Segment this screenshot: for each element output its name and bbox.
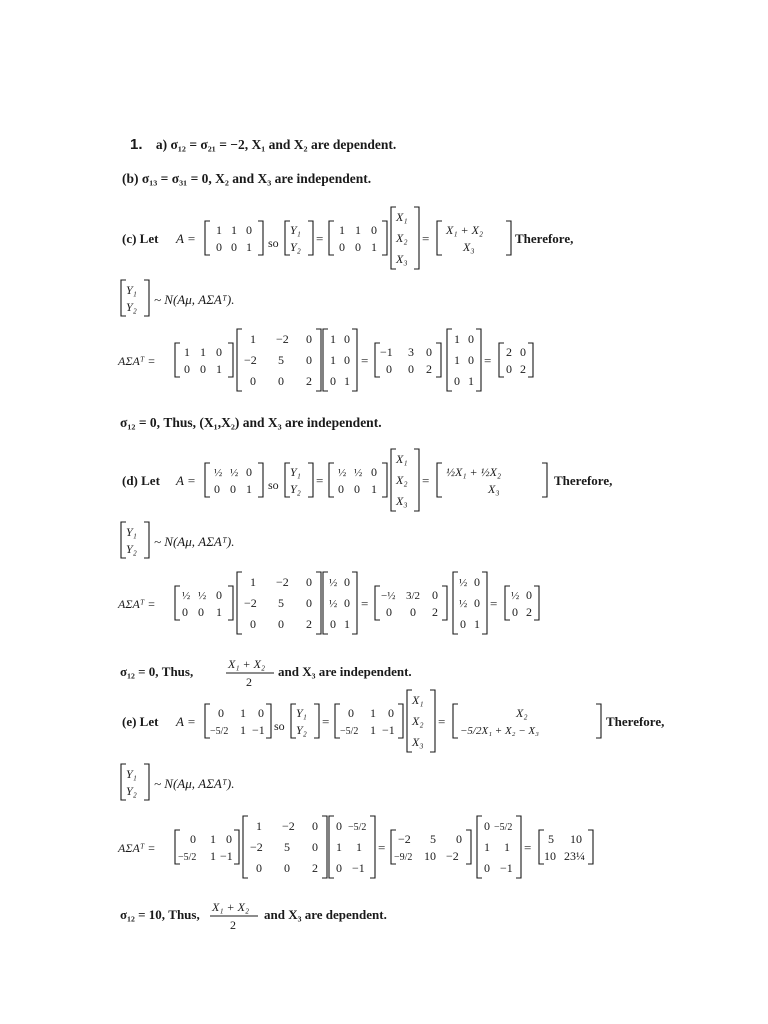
matrix-cell: ½ [511,590,520,602]
matrix-cell: 0 [338,482,344,496]
matrix-cell: 0 [250,374,256,388]
therefore-word: Therefore, [554,473,613,488]
matrix-cell: 0 [278,617,284,631]
matrix-cell: −1 [500,861,513,875]
matrix-cell: 0 [306,596,312,610]
vector-cell: Y₁ [126,283,137,297]
matrix-cell: 23¼ [564,849,585,863]
a-sigma-at-label: AΣAᵀ = [118,841,156,855]
matrix-cell: 2 [426,362,432,376]
vector-cell: −5/2X₁ + X₂ − X₃ [460,725,539,737]
vector-cell: Y₁ [126,525,137,539]
vector-cell: ½X₁ + ½X₂ [446,465,502,479]
vector-cell: Y₂ [126,542,137,556]
matrix-a-symbol: A = [176,473,196,488]
matrix-cell: 1 [240,706,246,720]
matrix-cell: 0 [339,240,345,254]
matrix-cell: 2 [432,605,438,619]
matrix-cell: 0 [218,706,224,720]
part-d-distribution [118,518,378,562]
matrix-cell: 0 [284,861,290,875]
vector-cell: X₂ [396,231,408,245]
matrix-cell: −9/2 [394,852,413,863]
matrix-cell: 1 [330,353,336,367]
vector-cell: X₁ + X₂ [446,223,484,237]
matrix-cell: 1 [330,332,336,346]
matrix-cell: 0 [484,861,490,875]
part-c-conclusion: σ₁₂ = 0, Thus, (X₁,X₂) and X₃ are independent. [120,415,382,430]
equals-sign: = [484,353,492,368]
matrix-cell: 0 [468,353,474,367]
matrix-cell: 0 [246,465,252,479]
matrix-cell: 0 [216,345,222,359]
matrix-cell: 5 [284,840,290,854]
matrix-cell: 1 [250,332,256,346]
matrix-cell: −1 [380,345,393,359]
matrix-cell: −2 [282,819,295,833]
part-e-distribution [118,760,378,804]
part-e-definition [118,686,758,758]
matrix-cell: 0 [216,240,222,254]
vector-cell: Y₁ [296,706,307,720]
matrix-cell: 0 [312,840,318,854]
matrix-cell: 1 [484,840,490,854]
problem-number: 1. [130,136,143,153]
so-word: so [268,478,279,492]
matrix-cell: 1 [210,849,216,863]
matrix-cell: −2 [276,332,289,346]
so-word: so [268,236,279,250]
vector-cell: X₂ [396,473,408,487]
matrix-cell: 1 [454,332,460,346]
matrix-cell: 1 [240,723,246,737]
matrix-cell: 0 [526,588,532,602]
matrix-cell: ½ [459,577,468,589]
conclusion-suffix: and X₃ are dependent. [264,907,387,922]
matrix-cell: −5/2 [178,852,197,863]
vector-cell: X₃ [396,252,408,266]
matrix-cell: 0 [371,465,377,479]
matrix-cell: 0 [231,240,237,254]
part-a-line [130,137,396,152]
a-sigma-at-label: AΣAᵀ = [118,597,156,611]
matrix-cell: −1 [352,861,365,875]
matrix-cell: 0 [371,223,377,237]
matrix-cell: −2 [244,353,257,367]
matrix-cell: 0 [226,832,232,846]
matrix-cell: 0 [388,706,394,720]
matrix-cell: 0 [344,353,350,367]
matrix-cell: −2 [276,575,289,589]
matrix-cell: 0 [306,353,312,367]
matrix-cell: 2 [520,362,526,376]
matrix-cell: ½ [329,598,338,610]
equals-sign: = [422,473,430,488]
so-word: so [274,719,285,733]
matrix-cell: ½ [198,590,207,602]
matrix-cell: 1 [336,840,342,854]
matrix-cell: 1 [216,362,222,376]
matrix-cell: 0 [258,706,264,720]
part-c-product [118,325,758,397]
matrix-cell: 1 [474,617,480,631]
equals-sign: = [361,353,369,368]
equals-sign: = [322,714,330,729]
vector-cell: Y₁ [290,223,301,237]
matrix-cell: −1 [220,849,233,863]
matrix-cell: 0 [344,332,350,346]
matrix-cell: −5/2 [210,726,229,737]
matrix-cell: 2 [506,345,512,359]
matrix-cell: 1 [231,223,237,237]
matrix-cell: 5 [278,353,284,367]
matrix-cell: ½ [354,467,363,479]
matrix-cell: −2 [446,849,459,863]
matrix-cell: 1 [250,575,256,589]
matrix-cell: 0 [512,605,518,619]
part-c-distribution [118,276,378,320]
vector-cell: X₃ [396,494,408,508]
matrix-cell: 1 [216,223,222,237]
equals-sign: = [490,596,498,611]
part-d-let: (d) Let [122,473,160,488]
matrix-cell: 0 [200,362,206,376]
part-e-product [118,812,758,884]
equals-sign: = [438,714,446,729]
equals-sign: = [316,231,324,246]
matrix-cell: 0 [355,240,361,254]
matrix-cell: 2 [526,605,532,619]
matrix-a-symbol: A = [176,231,196,246]
matrix-cell: 1 [371,240,377,254]
part-d-definition [118,445,758,517]
matrix-cell: 1 [200,345,206,359]
matrix-cell: 0 [336,861,342,875]
matrix-cell: 0 [190,832,196,846]
matrix-cell: −5/2 [494,822,513,833]
matrix-cell: ½ [459,598,468,610]
part-e-conclusion [118,895,598,935]
matrix-cell: 0 [386,605,392,619]
fraction-denominator: 2 [230,918,236,932]
matrix-cell: 1 [454,353,460,367]
matrix-cell: 0 [216,588,222,602]
matrix-cell: 10 [544,849,556,863]
matrix-cell: 1 [246,240,252,254]
part-b-text: (b) σ₁₃ = σ₃₁ = 0, X₂ and X₃ are independent. [122,171,372,186]
vector-cell: Y₂ [126,300,137,314]
matrix-cell: 1 [371,482,377,496]
matrix-cell: 0 [182,605,188,619]
vector-cell: X₃ [463,240,475,254]
part-a-text: a) σ₁₂ = σ₂₁ = −2, X₁ and X₂ are dependent. [155,137,397,152]
matrix-cell: 1 [356,840,362,854]
equals-sign: = [316,473,324,488]
part-c-let: (c) Let [122,231,159,246]
part-d-product [118,568,758,640]
equals-sign: = [361,596,369,611]
vector-cell: X₁ [412,693,424,707]
vector-cell: X₁ [396,452,408,466]
matrix-cell: −2 [244,596,257,610]
matrix-cell: 1 [468,374,474,388]
part-c-definition [118,203,758,275]
matrix-cell: 1 [246,482,252,496]
matrix-cell: −½ [381,590,396,602]
matrix-cell: 5 [278,596,284,610]
matrix-cell: 0 [214,482,220,496]
vector-cell: X₂ [412,714,424,728]
conclusion-suffix: and X₃ are independent. [278,664,412,679]
distribution-text: ~ N(Aμ, AΣAᵀ). [154,776,235,791]
vector-cell: X₂ [516,706,528,720]
matrix-cell: 1 [355,223,361,237]
matrix-cell: 1 [370,706,376,720]
a-sigma-at-label: AΣAᵀ = [118,354,156,368]
vector-cell: Y₂ [126,784,137,798]
fraction-numerator: X₁ + X₂ [228,657,266,671]
matrix-cell: 0 [468,332,474,346]
matrix-cell: 5 [430,832,436,846]
matrix-cell: 2 [306,617,312,631]
vector-cell: Y₁ [126,767,137,781]
matrix-cell: 1 [184,345,190,359]
matrix-cell: 0 [348,706,354,720]
matrix-cell: 0 [408,362,414,376]
matrix-cell: ½ [338,467,347,479]
matrix-cell: 0 [520,345,526,359]
matrix-cell: 0 [460,617,466,631]
matrix-cell: 0 [426,345,432,359]
matrix-cell: 0 [456,832,462,846]
matrix-cell: 0 [330,374,336,388]
matrix-cell: 5 [548,832,554,846]
matrix-cell: ½ [182,590,191,602]
matrix-cell: 0 [336,819,342,833]
matrix-cell: 1 [256,819,262,833]
fraction-denominator: 2 [246,675,252,689]
matrix-cell: 1 [210,832,216,846]
matrix-cell: 1 [216,605,222,619]
matrix-cell: ½ [329,577,338,589]
matrix-cell: 1 [344,617,350,631]
matrix-cell: −5/2 [348,822,367,833]
matrix-cell: −5/2 [340,726,359,737]
matrix-a-symbol: A = [176,714,196,729]
therefore-word: Therefore, [515,231,574,246]
vector-cell: Y₂ [296,723,307,737]
matrix-cell: 0 [454,374,460,388]
matrix-cell: 2 [306,374,312,388]
matrix-cell: 3 [408,345,414,359]
matrix-cell: −2 [398,832,411,846]
matrix-cell: 3/2 [406,590,421,602]
matrix-cell: 0 [256,861,262,875]
conclusion-prefix: σ₁₂ = 10, Thus, [120,907,200,922]
matrix-cell: 0 [246,223,252,237]
vector-cell: X₁ [396,210,408,224]
matrix-cell: 1 [339,223,345,237]
matrix-cell: 10 [570,832,582,846]
matrix-cell: 0 [312,819,318,833]
distribution-text: ~ N(Aμ, AΣAᵀ). [154,292,235,307]
matrix-cell: 0 [306,575,312,589]
therefore-word: Therefore, [606,714,665,729]
equals-sign: = [422,231,430,246]
matrix-cell: 0 [506,362,512,376]
matrix-cell: ½ [230,467,239,479]
matrix-cell: −2 [250,840,263,854]
matrix-cell: 0 [432,588,438,602]
matrix-cell: 0 [410,605,416,619]
vector-cell: Y₁ [290,465,301,479]
matrix-cell: −1 [382,723,395,737]
part-e-let: (e) Let [122,714,159,729]
vector-cell: X₃ [488,482,500,496]
vector-cell: X₃ [412,735,424,749]
matrix-cell: 0 [474,575,480,589]
matrix-cell: 2 [312,861,318,875]
equals-sign: = [378,840,386,855]
matrix-cell: 0 [250,617,256,631]
matrix-cell: 0 [184,362,190,376]
equals-sign: = [524,840,532,855]
vector-cell: Y₂ [290,240,301,254]
matrix-cell: 0 [330,617,336,631]
fraction-numerator: X₁ + X₂ [212,900,250,914]
matrix-cell: 1 [344,374,350,388]
vector-cell: Y₂ [290,482,301,496]
matrix-cell: 0 [230,482,236,496]
matrix-cell: 0 [306,332,312,346]
matrix-cell: 0 [344,596,350,610]
matrix-cell: 1 [370,723,376,737]
matrix-cell: 0 [386,362,392,376]
matrix-cell: 0 [354,482,360,496]
distribution-text: ~ N(Aμ, AΣAᵀ). [154,534,235,549]
matrix-cell: 0 [474,596,480,610]
matrix-cell: 1 [504,840,510,854]
matrix-cell: 0 [484,819,490,833]
matrix-cell: 0 [198,605,204,619]
matrix-cell: 10 [424,849,436,863]
matrix-cell: ½ [214,467,223,479]
matrix-cell: 0 [278,374,284,388]
conclusion-prefix: σ₁₂ = 0, Thus, [120,664,194,679]
matrix-cell: −1 [252,723,265,737]
matrix-cell: 0 [344,575,350,589]
